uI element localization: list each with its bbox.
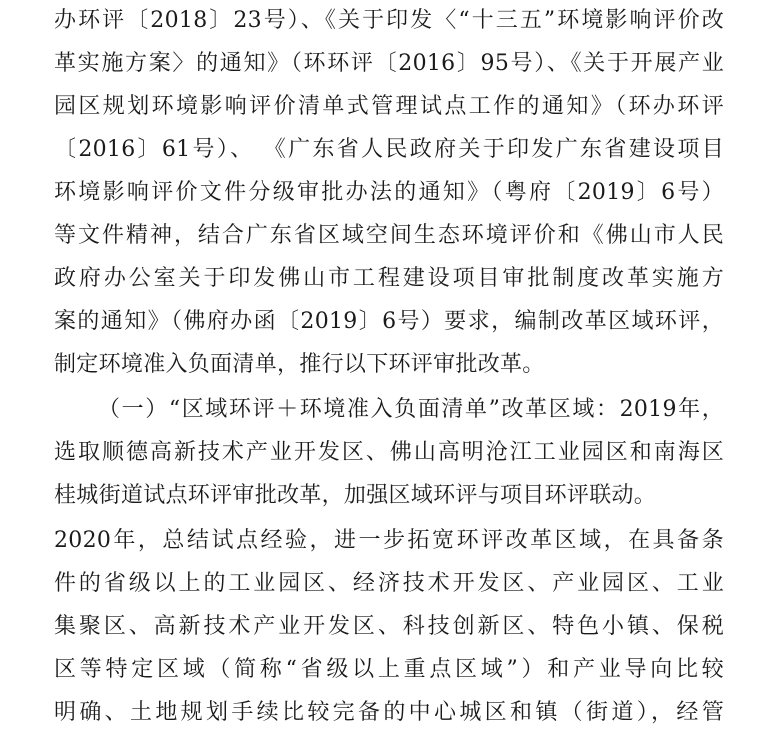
text-line-15: 集聚区、高新技术产业开发区、科技创新区、特色小镇、保税 (54, 614, 724, 639)
text-line-16: 区等特定区域（简称“省级以上重点区域”）和产业导向比较 (54, 657, 724, 682)
text-line-12: 桂城街道试点环评审批改革，加强区域环评与项目环评联动。 (54, 483, 657, 508)
text-line-1: 办环评〔2018〕23号）、《关于印发〈“十三五”环境影响评价改 (54, 8, 724, 33)
text-line-3: 园区规划环境影响评价清单式管理试点工作的通知》（环办环评 (54, 94, 724, 119)
text-line-11: 选取顺德高新技术产业开发区、佛山高明沧江工业园区和南海区 (54, 440, 724, 465)
text-line-8: 案的通知》（佛府办函〔2019〕6号）要求，编制改革区域环评， (54, 309, 724, 334)
text-line-17: 明确、土地规划手续比较完备的中心城区和镇（街道），经管 (54, 700, 724, 725)
text-line-9: 制定环境准入负面清单，推行以下环评审批改革。 (54, 352, 545, 377)
text-line-2: 革实施方案〉的通知》（环环评〔2016〕95号）、《关于开展产业 (54, 51, 724, 76)
text-line-10: （一）“区域环评＋环境准入负面清单”改革区域：2019年， (98, 397, 724, 422)
text-line-14: 件的省级以上的工业园区、经济技术开发区、产业园区、工业 (54, 571, 724, 596)
text-line-5: 环境影响评价文件分级审批办法的通知》（粤府〔2019〕6号） (54, 180, 724, 205)
text-line-6: 等文件精神，结合广东省区域空间生态环境评价和《佛山市人民 (54, 223, 724, 248)
text-line-4: 〔2016〕61号）、 《广东省人民政府关于印发广东省建设项目 (54, 137, 724, 162)
text-line-7: 政府办公室关于印发佛山市工程建设项目审批制度改革实施方 (54, 266, 724, 291)
text-line-13: 2020年，总结试点经验，进一步拓宽环评改革区域，在具备条 (54, 528, 724, 553)
